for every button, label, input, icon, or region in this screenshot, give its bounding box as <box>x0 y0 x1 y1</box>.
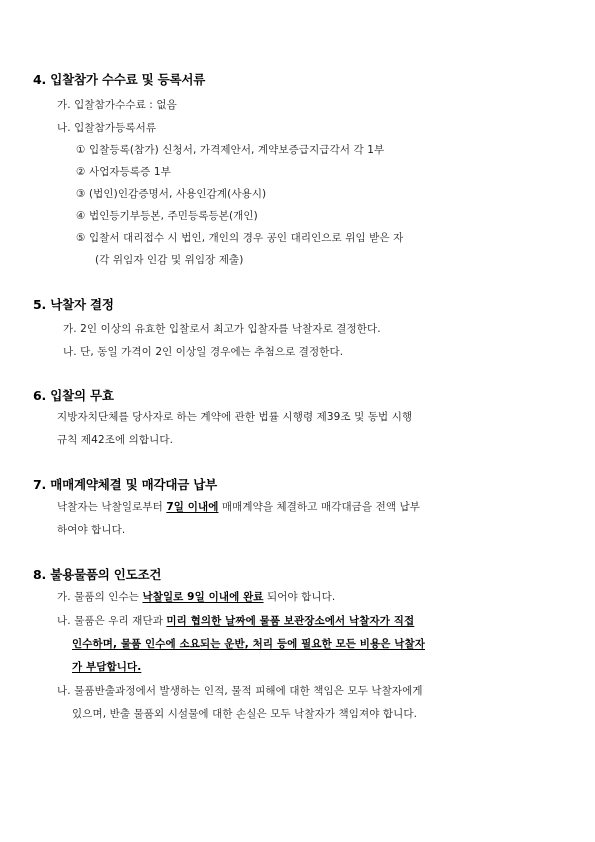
s7-deadline-emphasis: 7일 이내에 <box>166 501 219 513</box>
s7-line-1-start: 낙찰자는 낙찰일로부터 <box>57 501 167 513</box>
s4-doc-3: ③ (법인)인감증명서, 사용인감계(사용시) <box>76 188 267 200</box>
s4-doc-5: ⑤ 입찰서 대리접수 시 법인, 개인의 경우 공인 대리인으로 위임 받은 자 <box>76 232 404 244</box>
section-5-title: 5. 낙찰자 결정 <box>33 297 114 312</box>
s4-item-a: 가. 입찰참가수수료 : 없음 <box>57 99 177 111</box>
s8-item-a <box>57 589 335 604</box>
s8-pickup-deadline-emphasis: 낙찰일로 9일 이내에 완료 <box>142 591 264 603</box>
section-7-title: 7. 매매계약체결 및 매각대금 납부 <box>33 477 218 492</box>
s7-line-1 <box>57 499 420 514</box>
s7-line-1-end: 매매계약을 체결하고 매각대금을 전액 납부 <box>218 501 421 513</box>
section-4-title: 4. 입찰참가 수수료 및 등록서류 <box>33 72 206 87</box>
s8-item-b-line-3: 가 부담합니다. <box>72 661 142 673</box>
section-6-title: 6. 입찰의 무효 <box>33 388 114 403</box>
s8-item-b-line-1 <box>57 613 414 628</box>
s5-item-a: 가. 2인 이상의 유효한 입찰로서 최고가 입찰자를 낙찰자로 결정한다. <box>63 323 381 335</box>
section-8-title: 8. 불용물품의 인도조건 <box>33 567 162 582</box>
s4-doc-2: ② 사업자등록증 1부 <box>76 166 171 178</box>
s8-item-c-line-1: 나. 물품반출과정에서 발생하는 인적, 물적 피해에 대한 책임은 모두 낙찰자에게 <box>57 685 423 697</box>
s4-item-b: 나. 입찰참가등록서류 <box>57 122 157 134</box>
s8-item-b-start: 나. 물품은 우리 재단과 <box>57 615 167 627</box>
s8-item-a-start: 가. 물품의 인수는 <box>57 591 143 603</box>
s5-item-b: 나. 단, 동일 가격이 2인 이상일 경우에는 추첨으로 결정한다. <box>63 346 344 358</box>
s6-line-2: 규칙 제42조에 의합니다. <box>57 434 174 446</box>
s8-item-c-line-2: 있으며, 반출 물품외 시설물에 대한 손실은 모두 낙찰자가 책임져야 합니다. <box>72 708 418 720</box>
s4-doc-5-cont: (각 위임자 인감 및 위임장 제출) <box>95 254 244 266</box>
s4-doc-4: ④ 법인등기부등본, 주민등록등본(개인) <box>76 210 258 222</box>
s8-item-a-end: 되어야 합니다. <box>263 591 336 603</box>
s8-item-b-emphasis-1: 미리 협의한 날짜에 물품 보관장소에서 낙찰자가 직접 <box>166 615 415 627</box>
s7-line-2: 하여야 합니다. <box>57 524 126 536</box>
s8-item-b-line-2: 인수하며, 물품 인수에 소요되는 운반, 처리 등에 필요한 모든 비용은 낙찰자 <box>72 638 426 650</box>
s6-line-1: 지방자치단체를 당사자로 하는 계약에 관한 법률 시행령 제39조 및 동법 시행 <box>57 411 413 423</box>
s4-doc-1: ① 입찰등록(참가) 신청서, 가격제안서, 계약보증급지급각서 각 1부 <box>76 144 385 156</box>
